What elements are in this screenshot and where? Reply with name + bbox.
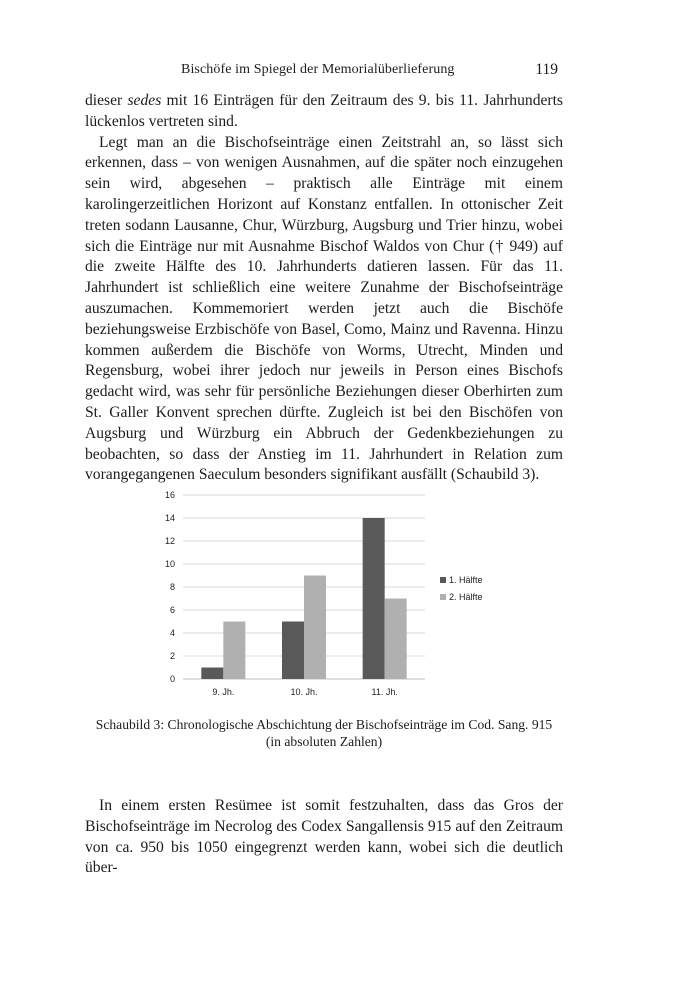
y-tick-label: 16 — [164, 490, 175, 500]
y-tick-label: 0 — [169, 674, 175, 684]
caption-line-2: (in absoluten Zahlen) — [265, 734, 383, 749]
y-tick-label: 6 — [169, 605, 175, 615]
paragraph-text: dieser — [85, 92, 128, 109]
paragraph-text: mit 16 Einträgen für den Zeitraum des 9. bis 11. Jahrhunderts lückenlos vertreten sind. — [85, 92, 564, 130]
bar-2 — [304, 576, 326, 680]
chart-svg — [120, 480, 540, 705]
paragraph-continuation — [85, 91, 563, 133]
paragraph-timeline: Legt man an die Bischofseinträge einen Zeitstrahl an, so lässt sich erkennen, dass – von wenigen Ausnahmen, auf die später noch einzugehen sein wird, abgesehen – praktisch alle Einträge mit einem karolingerzeitlichen Horizont auf Konstanz entfallen. In ottonischer Zeit treten sodann Lausanne, Chur, Würzburg, Augsburg und Trier hinzu, wobei sich die Einträge nur mit Ausnahme Bischof Waldos von Chur († 949) auf die zweite Hälfte des 10. Jahrhunderts datieren lassen. Für das 11. Jahrhundert ist schließlich eine weitere Zunahme der Bischofseinträge auszumachen. Kommemoriert werden jetzt auch die Bischöfe beziehungsweise Erzbischöfe von Basel, Como, Mainz und Ravenna. Hinzu kommen außerdem die Bischöfe von Worms, Utrecht, Minden und Regensburg, wobei ihrer jedoch nur jeweils in Person eines Bischofs gedacht wird, was sehr für persönliche Beziehungen dieser Oberhirten zum St. Galler Konvent sprechen dürfte. Zugleich ist bei den Bischöfen von Augsburg und Würzburg ein Abbruch der Gedenkbeziehungen zu beobachten, so dass der Anstieg im 11. Jahrhundert in Relation zum vorangegangenen Saeculum besonders signifikant ausfällt (Schaubild 3). — [85, 133, 563, 484]
caption-line-1: Schaubild 3: Chronologische Abschichtung der Bischofseinträge im Cod. Sang. 915 — [95, 717, 553, 732]
running-title: Bischöfe im Spiegel der Memorialüberlieferung — [181, 62, 455, 77]
body-text-bottom — [85, 796, 563, 879]
legend-swatch — [440, 577, 446, 583]
paragraph-resume: In einem ersten Resümee ist somit festzuhalten, dass das Gros der Bischofseinträge im Necrolog des Codex Sangallensis 915 auf den Zeitraum von ca. 950 bis 1050 eingegrenzt werden kann, wobei sich die deutlich über- — [85, 797, 563, 877]
bar-1 — [282, 622, 304, 680]
figure-caption — [85, 716, 563, 750]
bar-2 — [223, 622, 245, 680]
y-tick-label: 4 — [169, 628, 175, 638]
legend-label: 2. Hälfte — [449, 592, 483, 602]
y-tick-label: 8 — [169, 582, 175, 592]
x-tick-label: 10. Jh. — [290, 687, 318, 697]
bar-2 — [385, 599, 407, 680]
italic-term: sedes — [127, 92, 162, 109]
bar-chart — [120, 480, 540, 705]
page-number: 119 — [535, 61, 558, 78]
legend-label: 1. Hälfte — [449, 575, 483, 585]
x-tick-label: 9. Jh. — [212, 687, 235, 697]
x-tick-label: 11. Jh. — [371, 687, 398, 697]
y-tick-label: 12 — [164, 536, 175, 546]
legend-swatch — [440, 594, 446, 600]
bar-1 — [201, 668, 223, 680]
y-tick-label: 2 — [169, 651, 175, 661]
body-text-top — [85, 91, 563, 486]
y-tick-label: 14 — [164, 513, 175, 523]
page-header — [0, 62, 700, 82]
y-tick-label: 10 — [164, 559, 175, 569]
bar-1 — [363, 518, 385, 679]
